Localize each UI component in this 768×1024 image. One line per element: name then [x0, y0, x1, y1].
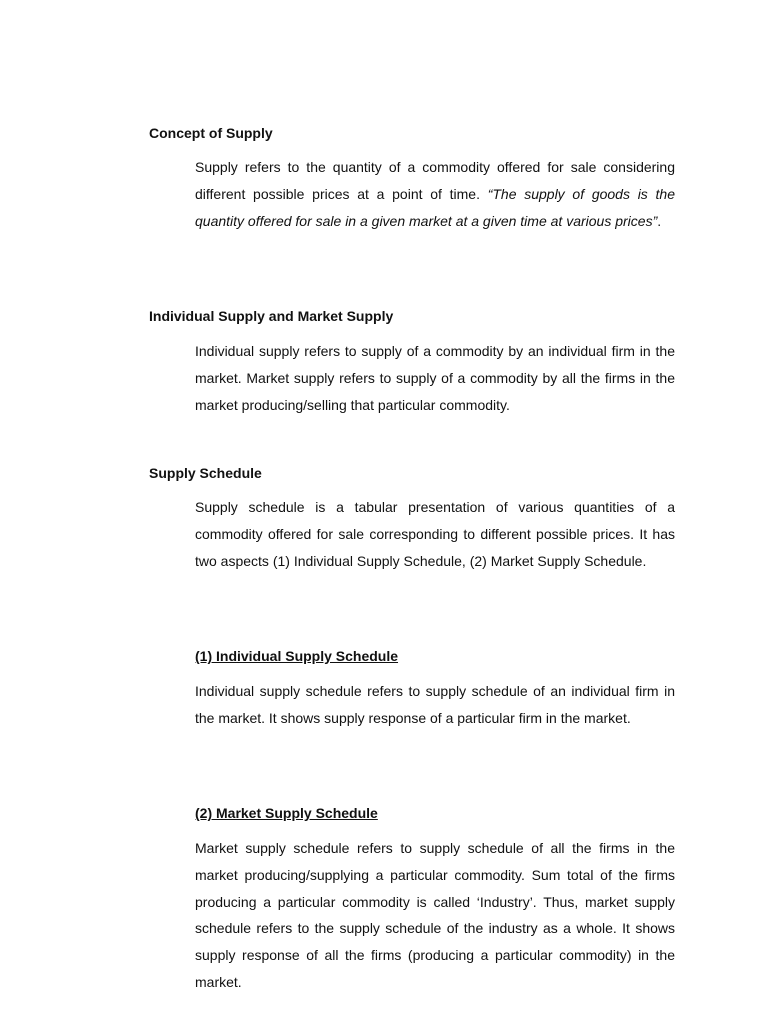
market-supply-schedule-heading: (2) Market Supply Schedule: [195, 805, 378, 821]
concept-quote-text: “The supply of goods is the quantity offered for sale in a given market at a given time at various prices”: [195, 185, 675, 229]
concept-of-supply-paragraph: [195, 154, 675, 234]
concept-tail-text: .: [657, 212, 662, 229]
individual-and-market-supply-heading: Individual Supply and Market Supply: [149, 308, 394, 324]
market-supply-schedule-paragraph: Market supply schedule refers to supply schedule of all the firms in the market producing/supplying a particular commodity. Sum total of the firms producing a particular commodity is called ‘Industry’. Thus, market supply schedule refers to the supply schedule of the industry as a whole. It shows supply response of all the firms (producing a particular commodity) in the market.: [195, 840, 675, 990]
individual-supply-schedule-heading: (1) Individual Supply Schedule: [195, 648, 399, 664]
individual-and-market-supply-paragraph: Individual supply refers to supply of a commodity by an individual firm in the market. Market supply refers to supply of a commodity by all the firms in the market producing/selling that particular commodity.: [195, 343, 675, 413]
concept-of-supply-heading: Concept of Supply: [149, 125, 273, 141]
supply-schedule-paragraph: Supply schedule is a tabular presentation of various quantities of a commodity offered for sale corresponding to different possible prices. It has two aspects (1) Individual Supply Schedule, (2) Market Supply Schedule.: [195, 499, 675, 569]
individual-supply-schedule-paragraph: Individual supply schedule refers to supply schedule of an individual firm in the market. It shows supply response of a particular firm in the market.: [195, 683, 675, 726]
supply-schedule-heading: Supply Schedule: [149, 465, 262, 481]
concept-plain-text: Supply refers to the quantity of a commodity offered for sale considering different possible prices at a point of time.: [195, 159, 675, 202]
